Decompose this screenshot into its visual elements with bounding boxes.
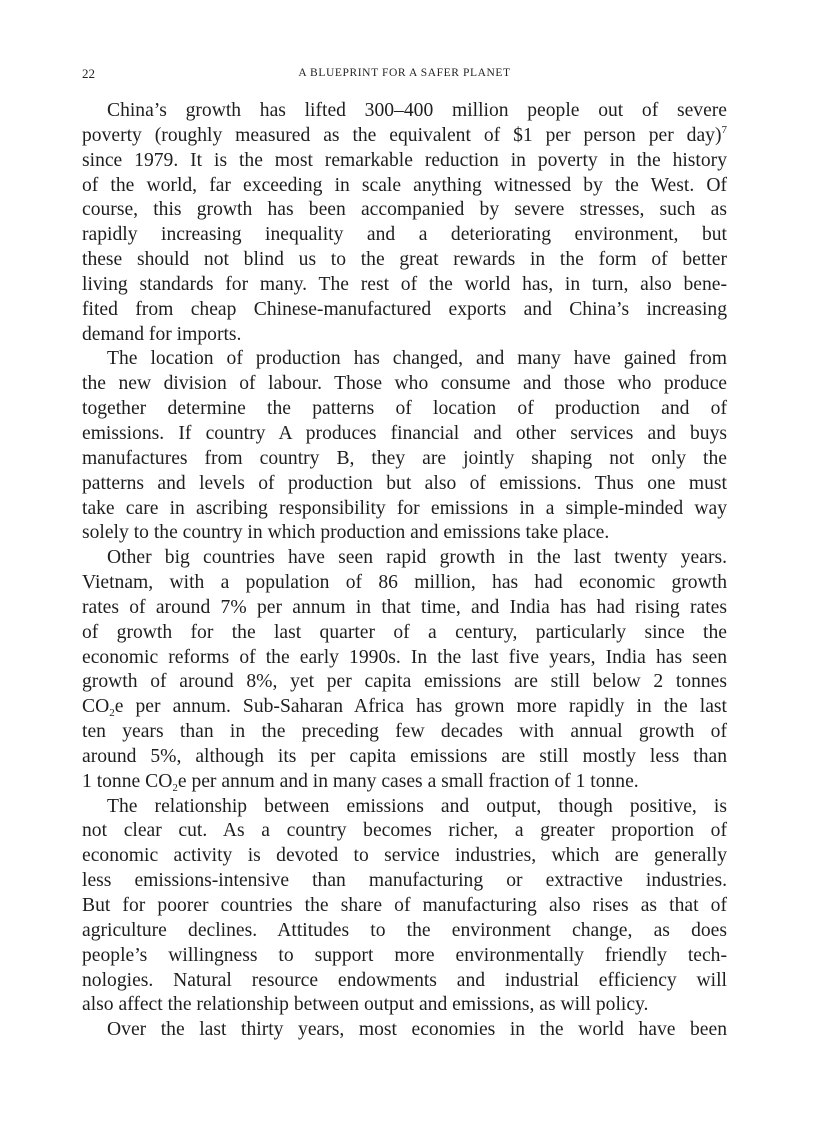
text-fragment: Over the last thirty years, most economies in the world have been — [107, 1019, 727, 1041]
text-fragment: fited from cheap Chinese-manufactured exports and China’s increasing — [82, 298, 727, 320]
text-line — [82, 844, 727, 869]
text-line — [82, 472, 727, 497]
text-fragment: ten years than in the preceding few decades with annual growth of — [82, 721, 727, 743]
body-text — [82, 99, 727, 1043]
text-line — [82, 894, 727, 919]
paragraph — [82, 795, 727, 1019]
text-fragment: of the world, far exceeding in scale anything witnessed by the West. Of — [82, 174, 727, 196]
text-fragment: poverty (roughly measured as the equivalent of $1 per person per day) — [82, 124, 722, 146]
subscript: 2 — [172, 781, 178, 794]
text-line — [82, 149, 727, 174]
text-line — [82, 546, 727, 571]
text-line — [82, 347, 727, 372]
page-number: 22 — [82, 66, 95, 81]
paragraph — [82, 347, 727, 546]
text-line — [82, 919, 727, 944]
text-fragment: economic activity is devoted to service industries, which are generally — [82, 845, 727, 867]
text-fragment: people’s willingness to support more environmentally friendly tech- — [82, 944, 727, 966]
paragraph — [82, 546, 727, 794]
paragraph — [82, 1018, 727, 1043]
text-line — [82, 670, 727, 695]
text-line — [82, 422, 727, 447]
subscript: 2 — [109, 707, 115, 720]
text-line — [82, 497, 727, 522]
text-fragment: since 1979. It is the most remarkable reduction in poverty in the history — [82, 149, 727, 171]
text-fragment: manufactures from country B, they are jointly shaping not only the — [82, 447, 727, 469]
text-fragment: not clear cut. As a country becomes richer, a greater proportion of — [82, 820, 727, 842]
text-fragment: around 5%, although its per capita emissions are still mostly less than — [82, 745, 727, 767]
text-fragment: agriculture declines. Attitudes to the environment change, as does — [82, 919, 727, 941]
text-line — [82, 646, 727, 671]
text-line — [82, 273, 727, 298]
text-line — [82, 298, 727, 323]
text-fragment: rapidly increasing inequality and a deteriorating environment, but — [82, 224, 727, 246]
text-line — [82, 571, 727, 596]
text-fragment: take care in ascribing responsibility for emissions in a simple-minded way — [82, 497, 727, 519]
text-fragment: e per annum. Sub-Saharan Africa has grown more rapidly in the last — [114, 696, 727, 718]
text-fragment: nologies. Natural resource endowments and industrial efficiency will — [82, 969, 727, 991]
running-title: A BLUEPRINT FOR A SAFER PLANET — [298, 67, 511, 79]
text-line — [82, 447, 727, 472]
text-fragment: living standards for many. The rest of the world has, in turn, also bene- — [82, 273, 727, 295]
text-fragment: these should not blind us to the great rewards in the form of better — [82, 249, 727, 271]
text-fragment: solely to the country in which production and emissions take place. — [82, 522, 610, 544]
text-line — [82, 124, 727, 149]
text-fragment: demand for imports. — [82, 323, 242, 345]
text-fragment: But for poorer countries the share of manufacturing also rises as that of — [82, 895, 727, 916]
text-fragment: 1 tonne CO — [82, 770, 173, 792]
text-fragment: course, this growth has been accompanied by severe stresses, such as — [82, 199, 727, 221]
text-fragment: growth of around 8%, yet per capita emissions are still below 2 tonnes — [82, 671, 727, 693]
running-head — [82, 66, 727, 86]
text-line — [82, 993, 727, 1018]
text-line — [82, 397, 727, 422]
text-line — [82, 596, 727, 621]
text-line — [82, 198, 727, 223]
text-line — [82, 795, 727, 820]
text-line — [82, 223, 727, 248]
text-fragment: The relationship between emissions and output, though positive, is — [107, 795, 727, 817]
text-line — [82, 248, 727, 273]
text-line — [82, 621, 727, 646]
text-line — [82, 372, 727, 397]
text-line — [82, 944, 727, 969]
text-line — [82, 323, 727, 348]
text-fragment: also affect the relationship between output and emissions, as will policy. — [82, 994, 649, 1016]
text-line — [82, 969, 727, 994]
text-fragment: less emissions-intensive than manufacturing or extractive industries. — [82, 870, 727, 892]
text-fragment: economic reforms of the early 1990s. In the last five years, India has seen — [82, 646, 727, 668]
text-fragment: CO — [82, 696, 110, 718]
text-fragment: e per annum and in many cases a small fraction of 1 tonne. — [177, 770, 639, 792]
text-fragment: of growth for the last quarter of a century, particularly since the — [82, 621, 727, 643]
paragraph — [82, 99, 727, 347]
text-line — [82, 695, 727, 720]
text-fragment: patterns and levels of production but also of emissions. Thus one must — [82, 472, 727, 494]
text-fragment: together determine the patterns of location of production and of — [82, 398, 727, 420]
text-line — [82, 521, 727, 546]
text-fragment: China’s growth has lifted 300–400 million people out of severe — [107, 100, 727, 121]
text-line — [82, 770, 727, 795]
footnote-marker[interactable]: 7 — [721, 123, 727, 136]
text-line — [82, 745, 727, 770]
text-fragment: the new division of labour. Those who consume and those who produce — [82, 373, 727, 395]
text-fragment: emissions. If country A produces financial and other services and buys — [82, 422, 727, 444]
text-line — [82, 869, 727, 894]
text-fragment: Other big countries have seen rapid growth in the last twenty years. — [107, 547, 727, 569]
text-line — [82, 720, 727, 745]
text-fragment: The location of production has changed, and many have gained from — [107, 348, 727, 370]
text-line — [82, 99, 727, 124]
text-line — [82, 819, 727, 844]
text-fragment: Vietnam, with a population of 86 million, has had economic growth — [82, 572, 727, 594]
text-fragment: rates of around 7% per annum in that time, and India has had rising rates — [82, 596, 727, 618]
text-line — [82, 1018, 727, 1043]
text-line — [82, 174, 727, 199]
